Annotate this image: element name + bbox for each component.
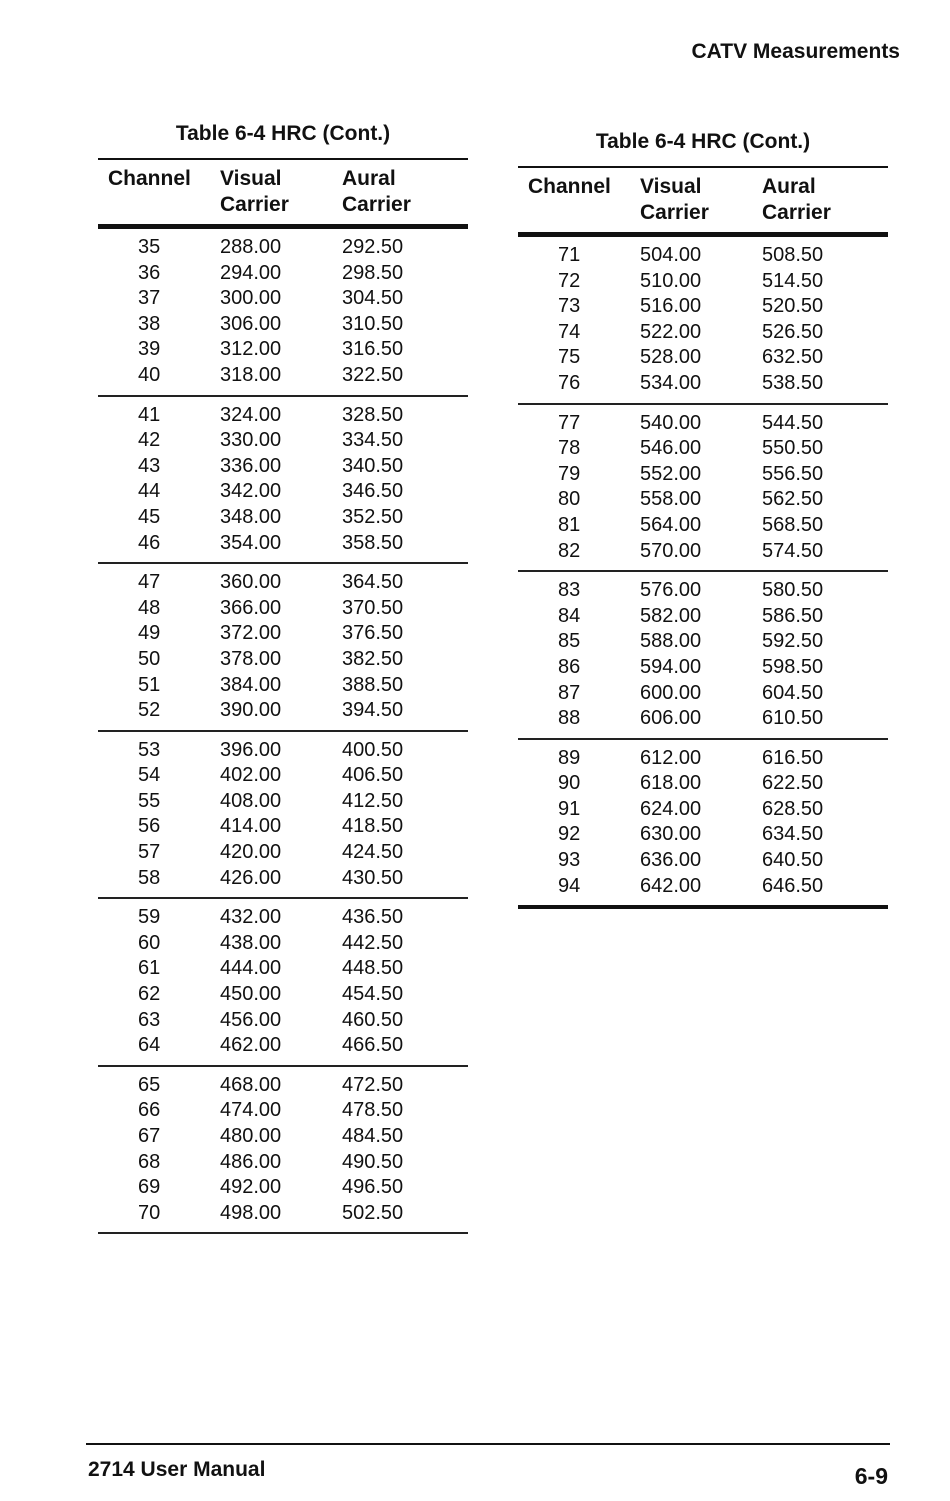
- table-row: [98, 1150, 468, 1176]
- aural-carrier-cell: 640.50: [762, 849, 824, 872]
- table-row: [518, 655, 888, 681]
- table-row: [518, 797, 888, 823]
- table-row: [98, 363, 468, 389]
- aural-carrier-cell: 424.50: [342, 841, 404, 864]
- channel-cell: 35: [138, 236, 161, 258]
- table-row: [98, 840, 468, 866]
- channel-cell: 93: [558, 849, 581, 872]
- channel-cell: 37: [138, 287, 161, 310]
- table-row-group: [518, 405, 888, 573]
- visual-carrier-cell: 606.00: [640, 707, 702, 730]
- table-row: [98, 1073, 468, 1099]
- table-row: [518, 411, 888, 437]
- channel-cell: 48: [138, 596, 161, 619]
- table-row: [518, 629, 888, 655]
- aural-carrier-cell: 358.50: [342, 531, 404, 554]
- channel-cell: 88: [558, 707, 581, 730]
- table-row: [518, 487, 888, 513]
- channel-cell: 63: [138, 1008, 161, 1031]
- channel-cell: 70: [138, 1201, 161, 1224]
- table-row-group: [98, 229, 468, 397]
- visual-carrier-cell: 618.00: [640, 772, 702, 795]
- aural-carrier-cell: 508.50: [762, 244, 824, 266]
- table-row: [98, 1201, 468, 1227]
- aural-carrier-cell: 322.50: [342, 363, 404, 386]
- table-row-group: [98, 732, 468, 900]
- aural-carrier-cell: 394.50: [342, 699, 404, 722]
- channel-cell: 87: [558, 681, 581, 704]
- aural-carrier-cell: 598.50: [762, 655, 824, 678]
- visual-carrier-cell: 432.00: [220, 906, 282, 929]
- table-header-row: [518, 166, 888, 237]
- channel-cell: 57: [138, 841, 161, 864]
- table-row: [98, 428, 468, 454]
- channel-cell: 84: [558, 604, 581, 627]
- visual-carrier-cell: 438.00: [220, 931, 282, 954]
- aural-carrier-cell: 490.50: [342, 1150, 404, 1173]
- channel-cell: 40: [138, 363, 161, 386]
- visual-carrier-cell: 342.00: [220, 480, 282, 503]
- table-body: [518, 237, 888, 909]
- aural-carrier-cell: 586.50: [762, 604, 824, 627]
- table-row: [98, 1175, 468, 1201]
- channel-cell: 46: [138, 531, 161, 554]
- channel-cell: 39: [138, 338, 161, 361]
- aural-carrier-cell: 520.50: [762, 295, 824, 318]
- channel-cell: 75: [558, 346, 581, 369]
- aural-carrier-cell: 436.50: [342, 906, 404, 929]
- table-row: [98, 905, 468, 931]
- table-row: [98, 235, 468, 261]
- channel-cell: 71: [558, 244, 581, 266]
- aural-carrier-cell: 304.50: [342, 287, 404, 310]
- visual-carrier-cell: 486.00: [220, 1150, 282, 1173]
- visual-carrier-cell: 600.00: [640, 681, 702, 704]
- aural-carrier-cell: 310.50: [342, 312, 404, 335]
- table-row: [98, 982, 468, 1008]
- table-row: [98, 312, 468, 338]
- channel-cell: 73: [558, 295, 581, 318]
- channel-cell: 79: [558, 462, 581, 485]
- channel-cell: 54: [138, 764, 161, 787]
- table-row-group: [98, 899, 468, 1067]
- channel-cell: 60: [138, 931, 161, 954]
- channel-cell: 42: [138, 429, 161, 452]
- table-row: [518, 746, 888, 772]
- aural-carrier-cell: 334.50: [342, 429, 404, 452]
- channel-cell: 50: [138, 647, 161, 670]
- visual-carrier-cell: 378.00: [220, 647, 282, 670]
- table-row: [518, 371, 888, 397]
- channel-cell: 90: [558, 772, 581, 795]
- aural-carrier-cell: 388.50: [342, 673, 404, 696]
- visual-carrier-cell: 642.00: [640, 874, 702, 897]
- table-row: [98, 1098, 468, 1124]
- aural-carrier-cell: 442.50: [342, 931, 404, 954]
- table-body: [98, 229, 468, 1234]
- channel-cell: 51: [138, 673, 161, 696]
- aural-carrier-cell: 574.50: [762, 539, 824, 562]
- channel-cell: 62: [138, 983, 161, 1006]
- visual-carrier-cell: 324.00: [220, 403, 282, 426]
- visual-carrier-cell: 588.00: [640, 630, 702, 653]
- aural-carrier-cell: 580.50: [762, 579, 824, 602]
- aural-carrier-cell: 610.50: [762, 707, 824, 730]
- visual-carrier-cell: 444.00: [220, 957, 282, 980]
- aural-carrier-cell: 412.50: [342, 789, 404, 812]
- channel-cell: 64: [138, 1034, 161, 1057]
- table-row: [98, 738, 468, 764]
- table-row: [98, 931, 468, 957]
- visual-carrier-cell: 402.00: [220, 764, 282, 787]
- table-row: [518, 294, 888, 320]
- visual-carrier-cell: 318.00: [220, 363, 282, 386]
- aural-carrier-cell: 514.50: [762, 269, 824, 292]
- visual-carrier-cell: 348.00: [220, 505, 282, 528]
- table-row: [518, 771, 888, 797]
- channel-cell: 89: [558, 746, 581, 769]
- aural-carrier-cell: 400.50: [342, 738, 404, 761]
- footer-manual-title: 2714 User Manual: [88, 1458, 266, 1481]
- table-row: [98, 1033, 468, 1059]
- footer-divider: [86, 1443, 890, 1445]
- table-row: [518, 822, 888, 848]
- channel-cell: 92: [558, 823, 581, 846]
- visual-carrier-cell: 630.00: [640, 823, 702, 846]
- aural-carrier-cell: 382.50: [342, 647, 404, 670]
- channel-cell: 53: [138, 738, 161, 761]
- visual-carrier-cell: 498.00: [220, 1201, 282, 1224]
- table-row: [518, 539, 888, 565]
- table-row: [98, 814, 468, 840]
- table-row: [98, 1008, 468, 1034]
- table-row: [518, 243, 888, 269]
- table-row-group: [518, 740, 888, 910]
- aural-carrier-cell: 292.50: [342, 236, 404, 258]
- visual-carrier-cell: 534.00: [640, 371, 702, 394]
- aural-carrier-cell: 646.50: [762, 874, 824, 897]
- aural-carrier-cell: 430.50: [342, 866, 404, 889]
- aural-carrier-cell: 460.50: [342, 1008, 404, 1031]
- aural-carrier-cell: 562.50: [762, 488, 824, 511]
- visual-carrier-cell: 426.00: [220, 866, 282, 889]
- aural-carrier-cell: 502.50: [342, 1201, 404, 1224]
- aural-carrier-cell: 370.50: [342, 596, 404, 619]
- table-row: [518, 345, 888, 371]
- visual-carrier-cell: 390.00: [220, 699, 282, 722]
- table-row: [98, 789, 468, 815]
- aural-carrier-cell: 592.50: [762, 630, 824, 653]
- channel-cell: 55: [138, 789, 161, 812]
- table-row-group: [518, 572, 888, 740]
- channel-cell: 76: [558, 371, 581, 394]
- table-row: [518, 604, 888, 630]
- visual-carrier-cell: 576.00: [640, 579, 702, 602]
- table-row: [98, 596, 468, 622]
- column-header-visual-carrier: Visual Carrier: [640, 175, 709, 224]
- channel-cell: 36: [138, 261, 161, 284]
- aural-carrier-cell: 448.50: [342, 957, 404, 980]
- aural-carrier-cell: 634.50: [762, 823, 824, 846]
- table-row: [518, 269, 888, 295]
- visual-carrier-cell: 300.00: [220, 287, 282, 310]
- channel-cell: 59: [138, 906, 161, 929]
- table-row: [98, 866, 468, 892]
- aural-carrier-cell: 616.50: [762, 746, 824, 769]
- aural-carrier-cell: 628.50: [762, 797, 824, 820]
- table-row: [98, 479, 468, 505]
- channel-cell: 86: [558, 655, 581, 678]
- column-header-aural-carrier: Aural Carrier: [342, 167, 411, 216]
- visual-carrier-cell: 372.00: [220, 622, 282, 645]
- channel-cell: 47: [138, 571, 161, 594]
- table-row: [518, 320, 888, 346]
- aural-carrier-cell: 418.50: [342, 815, 404, 838]
- table-row: [518, 848, 888, 874]
- aural-carrier-cell: 568.50: [762, 513, 824, 536]
- aural-carrier-cell: 472.50: [342, 1073, 404, 1096]
- visual-carrier-cell: 594.00: [640, 655, 702, 678]
- table-row: [518, 462, 888, 488]
- table-row: [98, 403, 468, 429]
- visual-carrier-cell: 504.00: [640, 244, 702, 266]
- channel-cell: 52: [138, 699, 161, 722]
- aural-carrier-cell: 550.50: [762, 437, 824, 460]
- visual-carrier-cell: 480.00: [220, 1125, 282, 1147]
- column-header-visual-carrier: Visual Carrier: [220, 167, 289, 216]
- channel-cell: 94: [558, 874, 581, 897]
- column-header-channel: Channel: [108, 167, 191, 190]
- aural-carrier-cell: 556.50: [762, 462, 824, 485]
- visual-carrier-cell: 492.00: [220, 1176, 282, 1199]
- table-row: [98, 570, 468, 596]
- aural-carrier-cell: 604.50: [762, 681, 824, 704]
- aural-carrier-cell: 478.50: [342, 1099, 404, 1122]
- aural-carrier-cell: 298.50: [342, 261, 404, 284]
- footer-page-number: 6-9: [854, 1463, 888, 1489]
- channel-cell: 67: [138, 1125, 161, 1147]
- channel-cell: 49: [138, 622, 161, 645]
- table-row-group: [518, 237, 888, 405]
- channel-cell: 38: [138, 312, 161, 335]
- aural-carrier-cell: 632.50: [762, 346, 824, 369]
- channel-cell: 80: [558, 488, 581, 511]
- table-row: [98, 621, 468, 647]
- channel-cell: 82: [558, 539, 581, 562]
- visual-carrier-cell: 468.00: [220, 1073, 282, 1096]
- visual-carrier-cell: 336.00: [220, 454, 282, 477]
- visual-carrier-cell: 312.00: [220, 338, 282, 361]
- table-row: [98, 698, 468, 724]
- visual-carrier-cell: 456.00: [220, 1008, 282, 1031]
- table-row: [98, 454, 468, 480]
- aural-carrier-cell: 526.50: [762, 320, 824, 343]
- table-row: [98, 261, 468, 287]
- table-row: [98, 1124, 468, 1150]
- visual-carrier-cell: 396.00: [220, 738, 282, 761]
- channel-cell: 66: [138, 1099, 161, 1122]
- aural-carrier-cell: 364.50: [342, 571, 404, 594]
- visual-carrier-cell: 384.00: [220, 673, 282, 696]
- table-row-group: [98, 1067, 468, 1235]
- visual-carrier-cell: 516.00: [640, 295, 702, 318]
- table-row: [518, 681, 888, 707]
- table-header-row: [98, 158, 468, 229]
- visual-carrier-cell: 450.00: [220, 983, 282, 1006]
- visual-carrier-cell: 582.00: [640, 604, 702, 627]
- aural-carrier-cell: 466.50: [342, 1034, 404, 1057]
- table-row: [518, 578, 888, 604]
- channel-cell: 72: [558, 269, 581, 292]
- aural-carrier-cell: 454.50: [342, 983, 404, 1006]
- channel-cell: 43: [138, 454, 161, 477]
- table-row: [98, 505, 468, 531]
- column-header-channel: Channel: [528, 175, 611, 198]
- channel-cell: 78: [558, 437, 581, 460]
- aural-carrier-cell: 340.50: [342, 454, 404, 477]
- table-row: [518, 874, 888, 900]
- visual-carrier-cell: 354.00: [220, 531, 282, 554]
- table-row: [98, 531, 468, 557]
- table-caption: Table 6-4 HRC (Cont.): [175, 122, 391, 145]
- table-caption: Table 6-4 HRC (Cont.): [595, 130, 811, 153]
- table-row: [98, 647, 468, 673]
- channel-cell: 41: [138, 403, 161, 426]
- channel-cell: 61: [138, 957, 161, 980]
- channel-cell: 74: [558, 320, 581, 343]
- aural-carrier-cell: 328.50: [342, 403, 404, 426]
- table-row-group: [98, 564, 468, 732]
- visual-carrier-cell: 636.00: [640, 849, 702, 872]
- channel-cell: 65: [138, 1073, 161, 1096]
- visual-carrier-cell: 558.00: [640, 488, 702, 511]
- channel-cell: 85: [558, 630, 581, 653]
- aural-carrier-cell: 622.50: [762, 772, 824, 795]
- visual-carrier-cell: 366.00: [220, 596, 282, 619]
- visual-carrier-cell: 408.00: [220, 789, 282, 812]
- visual-carrier-cell: 540.00: [640, 411, 702, 434]
- aural-carrier-cell: 346.50: [342, 480, 404, 503]
- visual-carrier-cell: 288.00: [220, 236, 282, 258]
- channel-cell: 58: [138, 866, 161, 889]
- table-row: [98, 763, 468, 789]
- visual-carrier-cell: 294.00: [220, 261, 282, 284]
- aural-carrier-cell: 538.50: [762, 371, 824, 394]
- table-row: [518, 513, 888, 539]
- channel-cell: 44: [138, 480, 161, 503]
- channel-cell: 56: [138, 815, 161, 838]
- visual-carrier-cell: 522.00: [640, 320, 702, 343]
- channel-cell: 83: [558, 579, 581, 602]
- visual-carrier-cell: 612.00: [640, 746, 702, 769]
- visual-carrier-cell: 624.00: [640, 797, 702, 820]
- visual-carrier-cell: 462.00: [220, 1034, 282, 1057]
- table-row: [518, 436, 888, 462]
- channel-cell: 45: [138, 505, 161, 528]
- aural-carrier-cell: 376.50: [342, 622, 404, 645]
- table-row-group: [98, 397, 468, 565]
- table-row: [98, 337, 468, 363]
- visual-carrier-cell: 546.00: [640, 437, 702, 460]
- hrc-table-left: [98, 122, 468, 1234]
- visual-carrier-cell: 360.00: [220, 571, 282, 594]
- column-header-aural-carrier: Aural Carrier: [762, 175, 831, 224]
- visual-carrier-cell: 528.00: [640, 346, 702, 369]
- aural-carrier-cell: 406.50: [342, 764, 404, 787]
- visual-carrier-cell: 474.00: [220, 1099, 282, 1122]
- visual-carrier-cell: 510.00: [640, 269, 702, 292]
- aural-carrier-cell: 544.50: [762, 411, 824, 434]
- visual-carrier-cell: 552.00: [640, 462, 702, 485]
- aural-carrier-cell: 316.50: [342, 338, 404, 361]
- page-header-title: CATV Measurements: [691, 40, 900, 63]
- channel-cell: 77: [558, 411, 581, 434]
- visual-carrier-cell: 414.00: [220, 815, 282, 838]
- table-row: [98, 956, 468, 982]
- aural-carrier-cell: 352.50: [342, 505, 404, 528]
- table-row: [518, 706, 888, 732]
- channel-cell: 69: [138, 1176, 161, 1199]
- visual-carrier-cell: 420.00: [220, 841, 282, 864]
- channel-cell: 81: [558, 513, 581, 536]
- hrc-table-right: [518, 130, 888, 909]
- table-row: [98, 286, 468, 312]
- aural-carrier-cell: 496.50: [342, 1176, 404, 1199]
- visual-carrier-cell: 564.00: [640, 513, 702, 536]
- aural-carrier-cell: 484.50: [342, 1125, 404, 1147]
- visual-carrier-cell: 306.00: [220, 312, 282, 335]
- channel-cell: 91: [558, 797, 581, 820]
- visual-carrier-cell: 330.00: [220, 429, 282, 452]
- channel-cell: 68: [138, 1150, 161, 1173]
- table-row: [98, 673, 468, 699]
- visual-carrier-cell: 570.00: [640, 539, 702, 562]
